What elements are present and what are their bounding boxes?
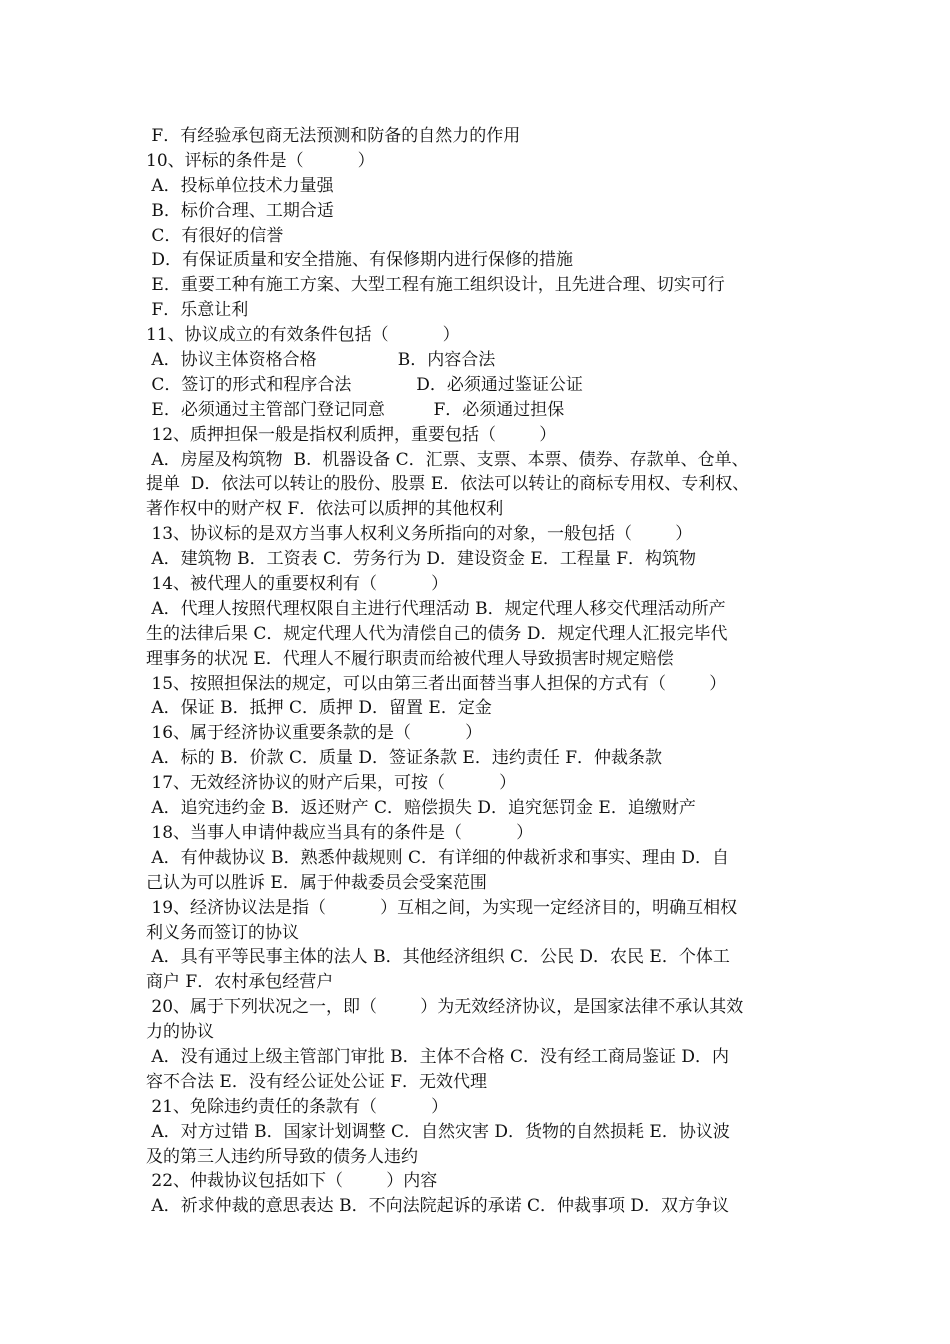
text-line: 生的法律后果 C．规定代理人代为清偿自己的债务 D．规定代理人汇报完毕代 [146, 623, 728, 644]
text-line: A．代理人按照代理权限自主进行代理活动 B．规定代理人移交代理活动所产 [146, 598, 726, 619]
text-line: 及的第三人违约所导致的债务人违约 [146, 1146, 418, 1167]
text-line: 22、仲裁协议包括如下（ ）内容 [146, 1171, 438, 1192]
text-line: B．标价合理、工期合适 [146, 200, 334, 221]
text-line: 14、被代理人的重要权利有（ ） [146, 574, 449, 595]
text-line: 力的协议 [146, 1022, 214, 1043]
text-line: 理事务的状况 E．代理人不履行职责而给被代理人导致损害时规定赔偿 [146, 648, 674, 669]
text-line: F．有经验承包商无法预测和防备的自然力的作用 [146, 126, 521, 146]
text-line: 利义务而签订的协议 [146, 922, 299, 943]
text-line: 提单 D．依法可以转让的股份、股票 E．依法可以转让的商标专用权、专利权、 [146, 474, 750, 495]
text-line: 12、质押担保一般是指权利质押，重要包括（ ） [146, 424, 557, 445]
text-line: A．标的 B．价款 C．质量 D．签证条款 E．违约责任 F．仲裁条款 [146, 748, 663, 769]
text-line: A．追究违约金 B．返还财产 C．赔偿损失 D．追究惩罚金 E．追缴财产 [146, 798, 696, 819]
text-line: A．具有平等民事主体的法人 B．其他经济组织 C．公民 D．农民 E．个体工 [146, 947, 730, 968]
text-line: A．对方过错 B．国家计划调整 C．自然灾害 D．货物的自然损耗 E．协议波 [146, 1121, 730, 1142]
text-line: A．房屋及构筑物 B. 机器设备 C．汇票、支票、本票、债券、存款单、仓单、 [146, 449, 749, 470]
text-line: 己认为可以胜诉 E．属于仲裁委员会受案范围 [146, 872, 487, 893]
text-line: 19、经济协议法是指（ ）互相之间，为实现一定经济目的，明确互相权 [146, 897, 738, 918]
text-line: A．投标单位技术力量强 [146, 175, 334, 196]
text-line: E．必须通过主管部门登记同意 F．必须通过担保 [146, 399, 565, 420]
text-line: 商户 F．农村承包经营户 [146, 972, 334, 993]
text-line: F．乐意让利 [146, 300, 249, 321]
text-line: E．重要工种有施工方案、大型工程有施工组织设计，且先进合理、切实可行 [146, 275, 725, 296]
text-line: A．祈求仲裁的意思表达 B．不向法院起诉的承诺 C．仲裁事项 D．双方争议 [146, 1196, 730, 1217]
text-line: 18、当事人申请仲裁应当具有的条件是（ ） [146, 822, 534, 843]
text-line: 10、评标的条件是（ ） [146, 150, 375, 171]
text-line: 著作权中的财产权 F．依法可以质押的其他权利 [146, 499, 504, 520]
text-line: C．签订的形式和程序合法 D．必须通过鉴证公证 [146, 374, 583, 395]
text-line: 16、属于经济协议重要条款的是（ ） [146, 723, 483, 744]
text-line: 容不合法 E．没有经公证处公证 F．无效代理 [146, 1071, 488, 1092]
text-line: A．有仲裁协议 B．熟悉仲裁规则 C．有详细的仲裁祈求和事实、理由 D．自 [146, 847, 730, 868]
text-line: A．协议主体资格合格 B．内容合法 [146, 350, 496, 371]
text-line: 15、按照担保法的规定，可以由第三者出面替当事人担保的方式有（ ） [146, 673, 727, 694]
text-line: A．没有通过上级主管部门审批 B．主体不合格 C．没有经工商局鉴证 D．内 [146, 1046, 730, 1067]
text-line: A．建筑物 B．工资表 C．劳务行为 D．建设资金 E．工程量 F．构筑物 [146, 549, 697, 570]
text-line: D．有保证质量和安全措施、有保修期内进行保修的措施 [146, 250, 574, 271]
text-line: 11、协议成立的有效条件包括（ ） [146, 325, 460, 346]
text-line: 21、免除违约责任的条款有（ ） [146, 1096, 449, 1117]
text-line: A．保证 B．抵押 C．质押 D．留置 E．定金 [146, 698, 492, 719]
text-line: 13、协议标的是双方当事人权利义务所指向的对象，一般包括（ ） [146, 524, 693, 545]
document-body [146, 124, 826, 1219]
text-line: 20、属于下列状况之一，即（ ）为无效经济协议，是国家法律不承认其效 [146, 997, 744, 1018]
text-line: C．有很好的信誉 [146, 225, 284, 246]
text-line: 17、无效经济协议的财产后果，可按（ ） [146, 773, 517, 794]
